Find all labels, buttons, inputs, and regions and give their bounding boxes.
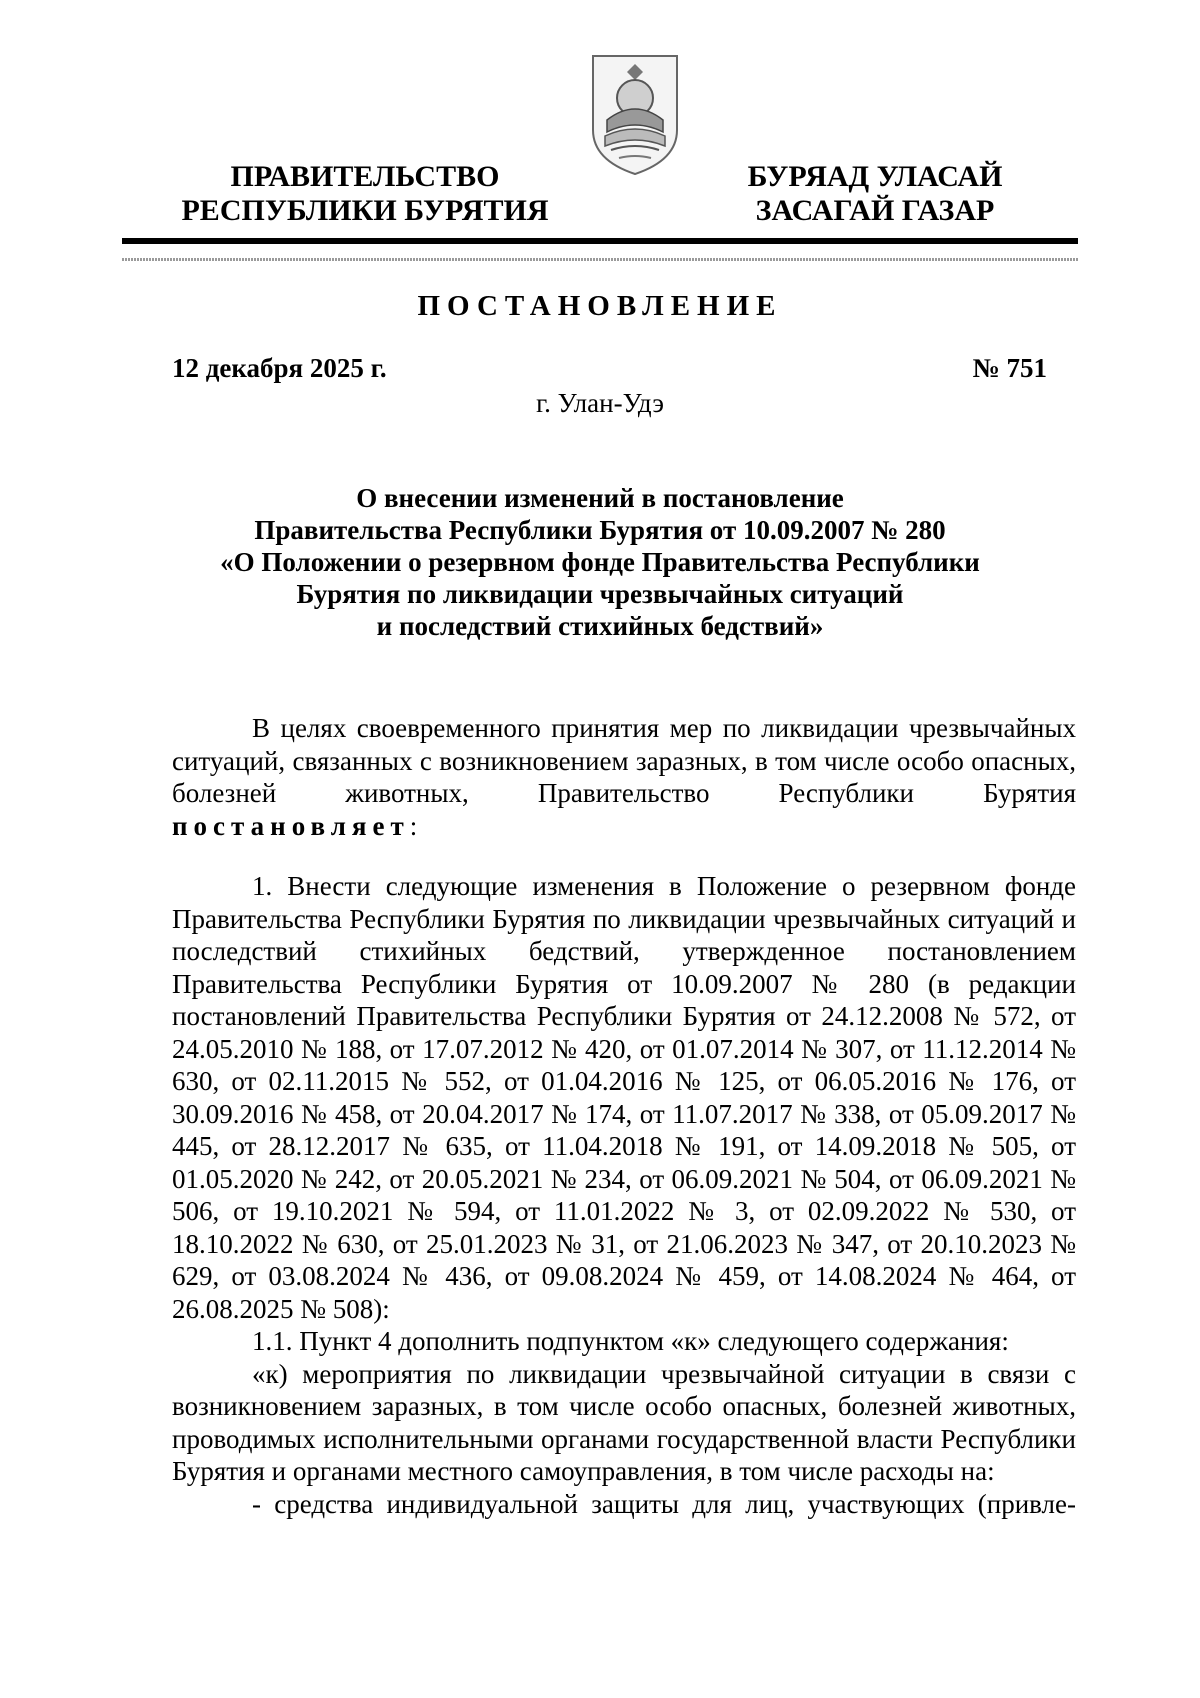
intro-paragraph [172,712,1076,842]
heading-line-5: и последствий стихийных бедствий» [376,611,824,641]
paragraph-k: «к) мероприятия по ликвидации чрезвычайной ситуации в связи с возникновением заразных, в том числе особо опасных, болезней животных, проводимых исполнительными органами государственной власти Республики Бурятия и органами местного самоуправления, в том числе расходы на: [172,1358,1076,1486]
org-name-russian [150,160,580,228]
document-date: 12 декабря 2025 г. [172,353,387,383]
document-title: ПОСТАНОВЛЕНИЕ [417,290,783,322]
paragraph-1-1: 1.1. Пункт 4 дополнить подпунктом «к» следующего содержания: [252,1326,1009,1356]
paragraph-dash: - средства индивидуальной защиты для лиц, участвующих (привле- [252,1488,1076,1519]
org-bua-line-1: БУРЯАД УЛАСАЙ [747,160,1003,193]
heading-line-2: Правительства Республики Бурятия от 10.09.2007 № 280 [254,515,946,545]
org-ru-line-1: ПРАВИТЕЛЬСТВО [230,160,500,193]
intro-decree-word: постановляет [172,810,410,841]
org-bua-line-2: ЗАСАГАЙ ГАЗАР [755,194,995,227]
paragraph-1: 1. Внести следующие изменения в Положение о резервном фонде Правительства Республики Бурятия по ликвидации чрезвычайных ситуаций и последствий стихийных бедствий, утвержденное постановлением Правительства Республики Бурятия от 10.09.2007 № 280 (в редакции постановлений Правительства Республики Бурятия от 24.12.2008 № 572, от 24.05.2010 № 188, от 17.07.2012 № 420, от 01.07.2014 № 307, от 11.12.2014 № 630, от 02.11.2015 № 552, от 01.04.2016 № 125, от 06.05.2016 № 176, от 30.09.2016 № 458, от 20.04.2017 № 174, от 11.07.2017 № 338, от 05.09.2017 № 445, от 28.12.2017 № 635, от 11.04.2018 № 191, от 14.09.2018 № 505, от 01.05.2020 № 242, от 20.05.2021 № 234, от 06.09.2021 № 504, от 06.09.2021 № 506, от 19.10.2021 № 594, от 11.01.2022 № 3, от 02.09.2022 № 530, от 18.10.2022 № 630, от 25.01.2023 № 31, от 21.06.2023 № 347, от 20.10.2023 № 629, от 03.08.2024 № 436, от 09.08.2024 № 459, от 14.08.2024 № 464, от 26.08.2025 № 508): [172,871,1076,1324]
resolution-heading [180,482,1020,642]
coat-of-arms-emblem [589,52,681,178]
org-name-buryat [680,160,1070,228]
org-ru-line-2: РЕСПУБЛИКИ БУРЯТИЯ [181,194,549,227]
document-body [172,712,1076,1520]
intro-colon: : [409,810,418,841]
header-divider-thick [122,238,1078,244]
intro-text: В целях своевременного принятия мер по ликвидации чрезвычайных ситуаций, связанных с возникновением заразных, в том числе особо опасных, болезней животных, Правительство Республики Бурятия [172,713,1076,808]
header-divider-thin [122,258,1078,261]
document-city: г. Улан-Удэ [536,388,664,418]
heading-line-1: О внесении изменений в постановление [356,483,844,513]
heading-line-4: Бурятия по ликвидации чрезвычайных ситуаций [296,579,904,609]
heading-line-3: «О Положении о резервном фонде Правительства Республики [220,547,980,577]
document-number: № 751 [972,353,1047,383]
